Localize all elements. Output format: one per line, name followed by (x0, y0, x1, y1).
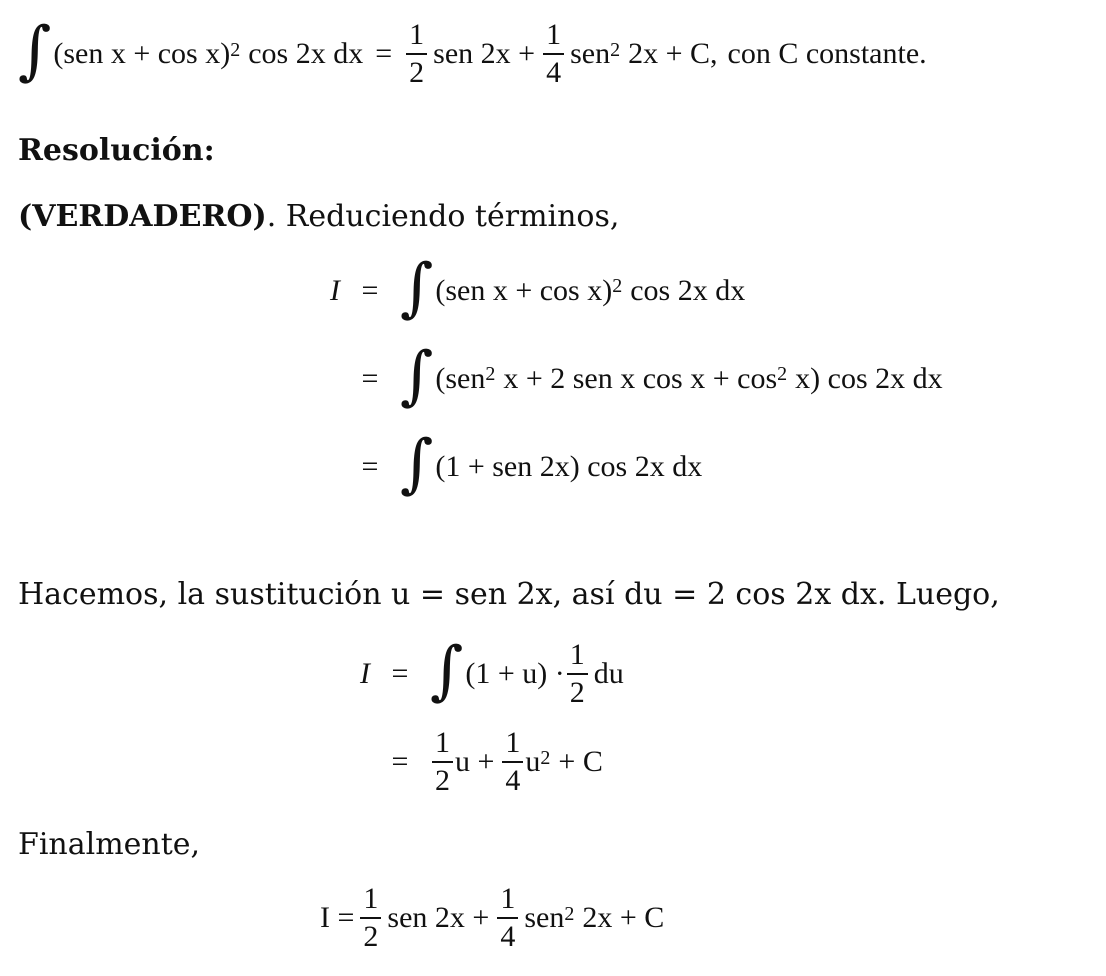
block1-row2-b: x + 2 sen x cos x + cos (503, 361, 778, 395)
statement-term-2-rest: 2x + C, (628, 37, 718, 70)
statement-exponent: 2 (230, 39, 241, 61)
statement-fraction-2: $\frac{1}{4}$ (543, 20, 564, 88)
statement-suffix: con C constante. (727, 37, 927, 70)
statement-term-2-sen: sen (570, 37, 611, 70)
block2-row2-c: + C (558, 745, 603, 778)
block2-row2-fraction-1: $\frac{1}{2}$ (432, 728, 453, 796)
block1-row1-expr: (sen x + cos x) (435, 273, 613, 307)
statement-integrand-tail: cos 2x dx (248, 37, 364, 70)
block2-row1-expr: (1 + u) · (465, 657, 565, 690)
block2-row1-du: du (593, 657, 624, 690)
block1-row-2 (300, 339, 943, 413)
block2-rel-1: = (391, 657, 409, 690)
block1-row-3 (300, 427, 703, 501)
final-lhs: I = (320, 901, 355, 934)
statement-equation (18, 14, 927, 89)
verdict-line (18, 199, 620, 234)
final-term-2-rest: 2x + C (582, 901, 665, 934)
block1-row1-tail: cos 2x dx (630, 273, 746, 307)
final-fraction-2: $\frac{1}{4}$ (497, 884, 518, 952)
block1-row2-c: x) cos 2x dx (795, 361, 943, 395)
integral-sign: ∫ (400, 251, 434, 325)
block1-row-1 (300, 251, 746, 325)
integral-sign: ∫ (430, 634, 464, 709)
block1-row3-expr: (1 + sen 2x) cos 2x dx (435, 449, 703, 483)
final-term-2-exp: 2 (564, 903, 575, 925)
block1-row1-exp: 2 (612, 275, 623, 298)
block2-row2-fraction-2: $\frac{1}{4}$ (502, 728, 523, 796)
block1-row2-a: (sen (435, 361, 486, 395)
block2-row2-u: u (525, 745, 541, 778)
integral-sign: ∫ (18, 14, 52, 89)
block2-row-1 (330, 634, 624, 709)
final-fraction-1: $\frac{1}{2}$ (360, 884, 381, 952)
final-equation (320, 884, 664, 952)
block2-row-2 (330, 728, 603, 796)
block1-lhs: I (330, 273, 340, 307)
block1-rel-1: = (361, 273, 379, 307)
statement-equals: = (375, 37, 393, 70)
block1-rel-2: = (361, 361, 379, 395)
block2-rel-2: = (391, 745, 409, 778)
integral-sign: ∫ (400, 427, 434, 501)
block2-row1-fraction: $\frac{1}{2}$ (567, 640, 588, 708)
statement-integrand: (sen x + cos x) (53, 37, 231, 70)
verdict-label: (VERDADERO) (18, 199, 267, 234)
finalmente-text: Finalmente, (18, 827, 201, 862)
final-term-2-sen: sen (524, 901, 565, 934)
block1-row2-exp2: 2 (777, 363, 788, 386)
verdict-text: . Reduciendo términos, (266, 199, 620, 234)
integral-sign: ∫ (400, 339, 434, 413)
statement-fraction-1: $\frac{1}{2}$ (406, 20, 427, 88)
sustitucion-text: Hacemos, la sustitución u = sen 2x, así du = 2 cos 2x dx. Luego, (18, 577, 1000, 612)
block2-lhs: I (360, 657, 370, 690)
final-term-1: sen 2x + (387, 901, 490, 934)
statement-term-2-exp: 2 (610, 39, 621, 61)
statement-term-1: sen 2x + (433, 37, 536, 70)
block1-rel-3: = (361, 449, 379, 483)
block2-row2-a: u + (455, 745, 495, 778)
block1-row2-exp: 2 (485, 363, 496, 386)
resolucion-heading: Resolución: (18, 133, 215, 168)
block2-row2-exp: 2 (540, 746, 551, 769)
